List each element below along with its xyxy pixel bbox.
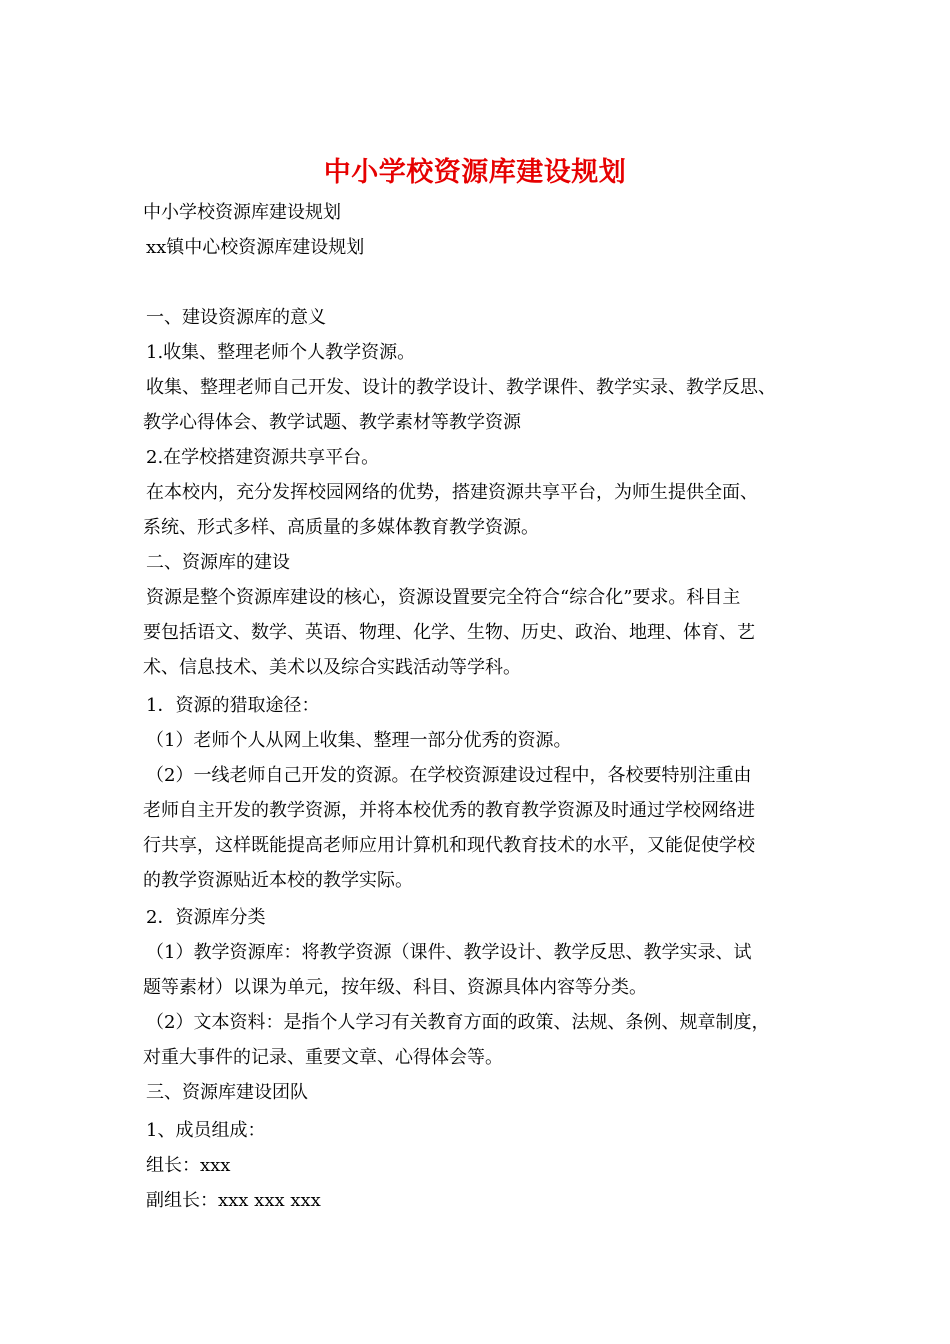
text-line: 的教学资源贴近本校的教学实际。 [143,870,413,891]
text-line: 术、信息技术、美术以及综合实践活动等学科。 [143,657,521,678]
text-line: （2）文本资料：是指个人学习有关教育方面的政策、法规、条例、规章制度， [146,1012,770,1033]
document-title: 中小学校资源库建设规划 [323,157,627,188]
text-line: （2）一线老师自己开发的资源。在学校资源建设过程中，各校要特别注重由 [146,765,752,786]
text-line: 1.收集、整理老师个人教学资源。 [146,342,416,363]
text-line: 1．资源的猎取途径： [146,695,320,716]
text-line: 教学心得体会、教学试题、教学素材等教学资源 [143,412,521,433]
section-heading: 二、资源库的建设 [146,552,290,573]
text-line: 1、成员组成： [146,1120,266,1141]
text-line: 组长：xxx [146,1155,231,1176]
section-heading: 一、建设资源库的意义 [146,307,326,328]
text-line: 要包括语文、数学、英语、物理、化学、生物、历史、政治、地理、体育、艺 [143,622,755,643]
text-line: （1）教学资源库：将教学资源（课件、教学设计、教学反思、教学实录、试 [146,942,752,963]
text-line: 2.在学校搭建资源共享平台。 [146,447,380,468]
text-line: 系统、形式多样、高质量的多媒体教育教学资源。 [143,517,539,538]
text-line: （1）老师个人从网上收集、整理一部分优秀的资源。 [146,730,572,751]
text-line: 老师自主开发的教学资源，并将本校优秀的教育教学资源及时通过学校网络进 [143,800,755,821]
text-line: 副组长：xxx xxx xxx [146,1190,321,1211]
text-line: 收集、整理老师自己开发、设计的教学设计、教学课件、教学实录、教学反思、 [146,377,776,398]
text-line: 行共享，这样既能提高老师应用计算机和现代教育技术的水平，又能促使学校 [143,835,755,856]
text-line: 2．资源库分类 [146,907,266,928]
text-line: 资源是整个资源库建设的核心，资源设置要完全符合“综合化”要求。科目主 [146,587,741,608]
text-line: 题等素材）以课为单元，按年级、科目、资源具体内容等分类。 [143,977,647,998]
text-line: 中小学校资源库建设规划 [143,202,341,223]
text-line: 在本校内，充分发挥校园网络的优势，搭建资源共享平台，为师生提供全面、 [146,482,758,503]
text-line: 对重大事件的记录、重要文章、心得体会等。 [143,1047,503,1068]
section-heading: 三、资源库建设团队 [146,1082,308,1103]
text-line: xx镇中心校资源库建设规划 [146,237,365,258]
